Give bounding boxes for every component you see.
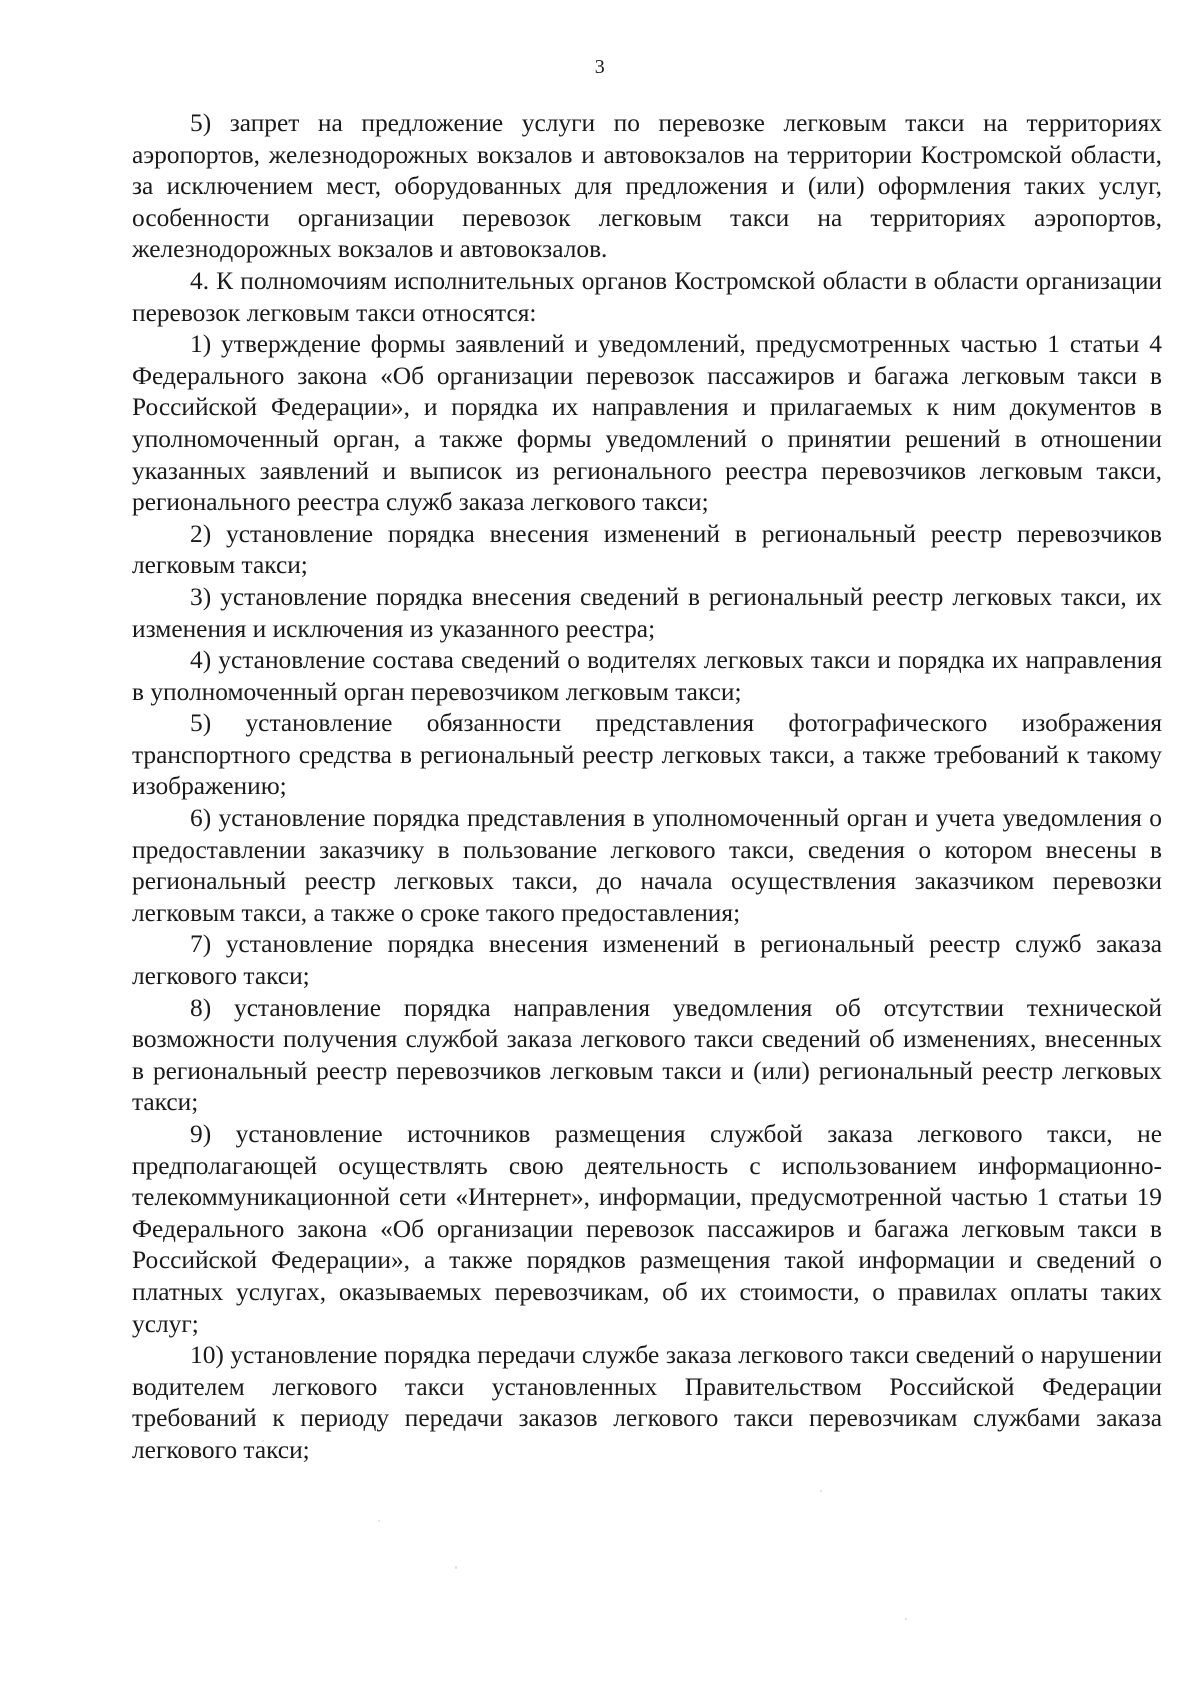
paragraph-item-3: 3) установление порядка внесения сведений в региональный реестр легковых такси, их изменения и исключения из указанного реестра;: [132, 582, 1162, 643]
paragraph-item-9: 9) установление источников размещения службой заказа легкового такси, не предполагающей осуществлять свою деятельность с использованием информационно-телекоммуникационной сети «Интернет», информации, предусмотренной частью 1 статьи 19 Федерального закона «Об организации перевозок пассажиров и багажа легковым такси в Российской Федерации», а также порядков размещения такой информации и сведений о платных услугах, оказываемых перевозчикам, об их стоимости, о правилах оплаты таких услуг;: [132, 1120, 1162, 1338]
paragraph-item-6: 6) установление порядка представления в уполномоченный орган и учета уведомления о предоставлении заказчику в пользование легкового такси, сведения о котором внесены в региональный реестр легковых такси, до начала осуществления заказчиком перевозки легковым такси, а также о сроке такого предоставления;: [132, 804, 1162, 927]
page-number: 3: [594, 56, 606, 78]
document-body: [132, 108, 1162, 1467]
scan-speckle: [262, 1440, 264, 1442]
scan-speckle: [378, 1520, 380, 1522]
paragraph-item-4: 4) установление состава сведений о водителях легковых такси и порядка их направления в уполномоченный орган перевозчиком легковым такси;: [132, 646, 1162, 706]
paragraph-item-1: 1) утверждение формы заявлений и уведомлений, предусмотренных частью 1 статьи 4 Федерального закона «Об организации перевозок пассажиров и багажа легковым такси в Российской Федерации», и порядка их направления и прилагаемых к ним документов в уполномоченный орган, а также формы уведомлений о принятии решений в отношении указанных заявлений и выписок из регионального реестра перевозчиков легковым такси, регионального реестра служб заказа легкового такси;: [132, 330, 1162, 517]
paragraph-item-10: 10) установление порядка передачи службе заказа легкового такси сведений о нарушении водителем легкового такси установленных Правительством Российской Федерации требований к периоду передачи заказов легкового такси перевозчикам службами заказа легкового такси;: [132, 1341, 1162, 1464]
paragraph-item-7: 7) установление порядка внесения изменений в региональный реестр служб заказа легкового такси;: [132, 930, 1162, 991]
scan-speckle: [455, 1566, 457, 1569]
paragraph-item-8: 8) установление порядка направления уведомления об отсутствии технической возможности получения службой заказа легкового такси сведений об изменениях, внесенных в региональный реестр перевозчиков легковым такси и (или) региональный реестр легковых такси;: [132, 993, 1162, 1117]
paragraph-section-4-intro: 4. К полномочиям исполнительных органов Костромской области в области организации перевозок легковым такси относятся:: [132, 266, 1162, 327]
paragraph-item-5: 5) установление обязанности представления фотографического изображения транспортного средства в региональный реестр легковых такси, а также требований к такому изображению;: [132, 709, 1162, 801]
paragraph-item-2: 2) установление порядка внесения изменений в региональный реестр перевозчиков легковым такси;: [132, 519, 1162, 580]
scan-speckle: [905, 1618, 907, 1620]
paragraph-item-5-prohibition: 5) запрет на предложение услуги по перевозке легковым такси на территориях аэропортов, железнодорожных вокзалов и автовокзалов на территории Костромской области, за исключением мест, оборудованных для предложения и (или) оформления таких услуг, особенности организации перевозок легковым такси на территориях аэропортов, железнодорожных вокзалов и автовокзалов.: [132, 109, 1162, 264]
scan-speckle: [820, 1490, 822, 1492]
